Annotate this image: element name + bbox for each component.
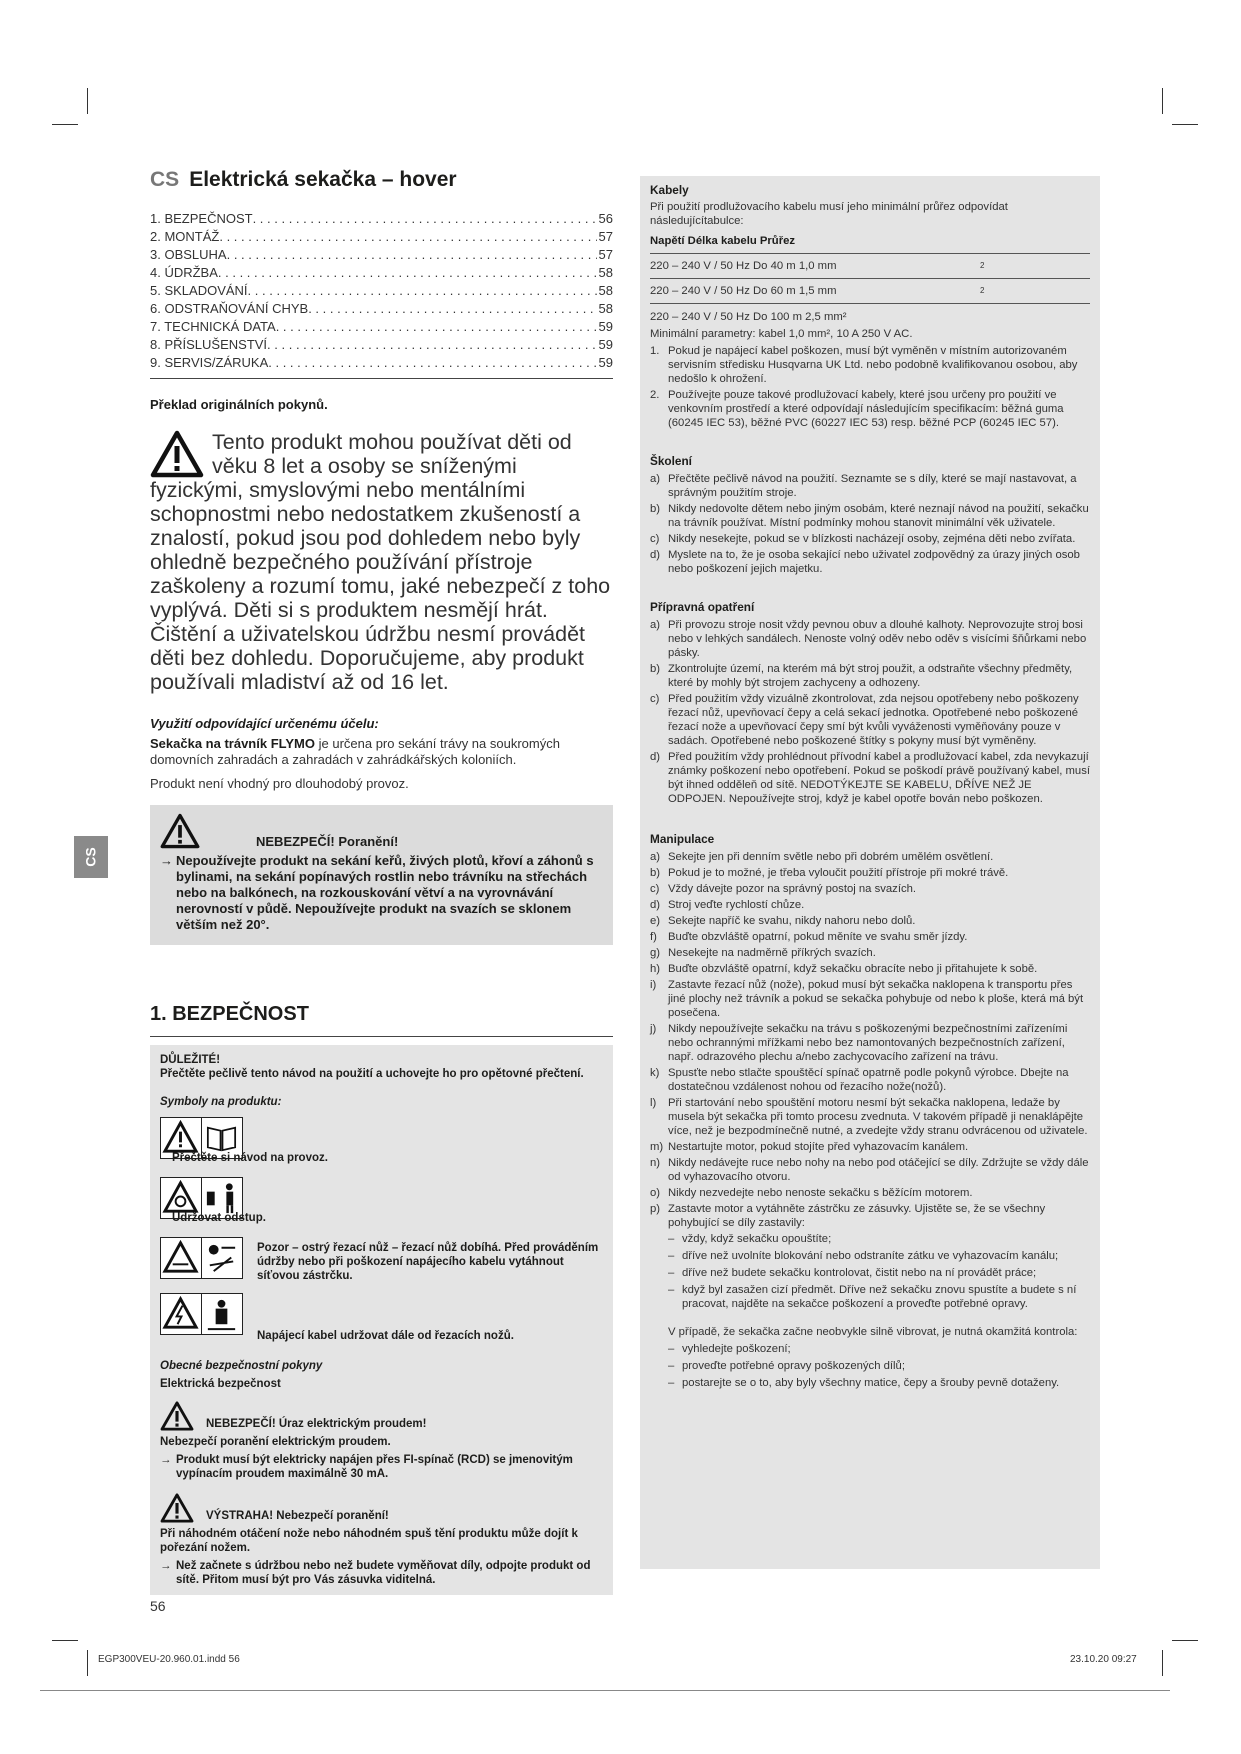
language-side-tab [74, 836, 108, 878]
list-key: i) [650, 979, 657, 991]
cables-heading: Kabely [650, 183, 689, 197]
electric-warning-icon [160, 1293, 202, 1335]
handling-heading: Manipulace [650, 832, 715, 846]
toc-item[interactable] [150, 264, 613, 282]
list-text: Sekejte jen při denním světle nebo při dobrém umělém osvětlení. [668, 851, 994, 863]
translation-note: Překlad originálních pokynů. [150, 397, 328, 412]
list-key: f) [650, 931, 657, 943]
list-item [650, 1202, 1090, 1230]
list-item [650, 882, 1090, 896]
toc-leader [253, 210, 597, 228]
list-key: l) [650, 1097, 657, 1109]
toc-item[interactable] [150, 282, 613, 300]
toc-label: 8. PŘÍSLUŠENSTVÍ [150, 337, 268, 352]
list-item [650, 978, 1090, 1020]
warning-triangle-icon [160, 813, 200, 849]
crop-mark [1162, 88, 1163, 114]
list-text: Pokud je napájecí kabel poškozen, musí být vyměněn v místním autorizovaném servisním středisku Husqvarna UK Ltd. nebo podobně kvalifikovanou osobou, aby nedošlo k ohrožení. [668, 345, 1078, 385]
list-text: Sekejte napříč ke svahu, nikdy nahoru nebo dolů. [668, 915, 916, 927]
toc-item[interactable] [150, 300, 613, 318]
crop-mark [52, 1640, 78, 1641]
table-row [650, 254, 1090, 279]
crop-mark [87, 88, 88, 114]
symbol-row [160, 1117, 603, 1173]
list-text: Před použitím vždy prohlédnout přívodní kabel a prodlužovací kabel, zda nevykazují známky poškození nebo opotřebení. Pokud se poškodí právě používaný kabel, musí být ihned odděleň od sítě. NEDOTÝKEJTE SE KABELU, DŘÍVE NEŽ JE ODPOJEN. Nepoužívejte stroj, když je kabel opotře bován nebo poškozen. [668, 751, 1091, 805]
toc-page: 58 [598, 265, 613, 280]
list-text: Při startování nebo spouštění motoru nesmí být sekačka naklopena, ledaže by musela být sekačka při tomto procesu zvednuta. V takovém případě ji nenaklápějte více, než je bezpodmínečně nutné, a zvedejte vždy stranu odvrácenou od uživatele. [668, 1097, 1088, 1137]
list-text: Nikdy nepoužívejte sekačku na trávu s poškozenými bezpečnostními zařízeními nebo ochrannými mřížkami nebo bez namontovaných bezpečnostních zařízení, např. odrazového plechu a/nebo zachycovacího zařízení na trávu. [668, 1023, 1068, 1063]
table-cell: 220 – 240 V / 50 Hz Do 60 m 1,5 mm [650, 285, 837, 297]
list-text: Nikdy nesekejte, pokud se v blízkosti nacházejí osoby, zejména děti nebo zvířata. [668, 533, 1076, 545]
injury-warning [160, 1493, 603, 1523]
crop-mark [1172, 124, 1198, 125]
list-item [650, 1140, 1090, 1154]
side-tab-label: CS [82, 847, 99, 867]
warning-triangle-icon [160, 1401, 194, 1431]
shock-subtitle: Nebezpečí poranění elektrickým proudem. [160, 1436, 391, 1448]
toc-page: 58 [598, 283, 613, 298]
danger-title: NEBEZPEČÍ! Poranění! [256, 834, 399, 849]
list-key: b) [650, 663, 661, 675]
intended-use-body: je určena pro sekání trávy na soukromých domovních zahradách a zahradách v zahrádkářských koloniích. [150, 736, 560, 767]
symbol-text: Přečtěte si návod na provoz. [172, 1152, 328, 1164]
footer-filename: EGP300VEU-20.960.01.indd 56 [98, 1654, 240, 1665]
toc-item[interactable] [150, 336, 613, 354]
list-item [650, 866, 1090, 880]
symbol-row [160, 1293, 603, 1345]
list-text: Nesekejte na nadměrně příkrých svazích. [668, 947, 876, 959]
cable-table-header: Napětí Délka kabelu Průřez [650, 234, 1090, 254]
list-key: – [668, 1267, 675, 1279]
list-text: vyhledejte poškození; [682, 1343, 791, 1355]
list-text: když byl zasažen cizí předmět. Dříve než sekačku znovu spustíte a budete s ní pracovat, najděte na sekačce poškození a proveďte potřebné opravy. [682, 1284, 1077, 1310]
right-column [640, 176, 1100, 1569]
left-column [150, 168, 613, 1595]
symbols-heading: Symboly na produktu: [160, 1096, 282, 1108]
crop-mark [87, 1650, 88, 1676]
child-warning-text: Tento produkt mohou používat děti od věku 8 let a osoby se sníženými fyzickými, smyslovými nebo mentálními schopnostmi nebo nedostatkem zkušeností a znalostí, pokud jsou pod dohledem nebo byly ohledně bezpečného používání přístroje zaškoleny a rozumí tomu, jaké nebezpečí z toho vyplývá. Děti si s produktem nesmějí hrát. Čištění a uživatelskou údržbu nesmí provádět děti bez dohledu. Doporučujeme, aby produkt používali mladiství až od 16 let. [150, 430, 611, 694]
cable-table [650, 254, 1090, 304]
toc-item[interactable] [150, 228, 613, 246]
toc-item[interactable] [150, 210, 613, 228]
list-item [650, 898, 1090, 912]
child-warning [150, 430, 613, 694]
list-key: a) [650, 619, 661, 631]
danger-text: Nepoužívejte produkt na sekání keřů, živých plotů, křoví a záhonů s bylinami, na sekání popínavých rostlin nebo trávníku na střechách nebo na balkónech, na rozkouskování větví a na vyrovnávání nerovností v půdě. Nepoužívejte produkt na svazích se sklonem větším než 20°. [176, 853, 594, 932]
handling-list [650, 850, 1090, 1390]
list-subitem [668, 1249, 1090, 1263]
list-text: Nikdy nedovolte dětem nebo jiným osobám, které neznají návod na použití, sekačku na trávník používat. Místní podmínky mohou stanovit minimální věk uživatele. [668, 503, 1089, 529]
symbol-row [160, 1177, 603, 1233]
list-text: Stroj veďte rychlostí chůze. [668, 899, 805, 911]
list-text: Před použitím vždy vizuálně zkontrolovat, zda nejsou opotřebeny nebo poškozeny řezací nůž, upevňovací čepy a celá sekací jednotka. Opotřebené nebo poškozené řezací nože a upevňovací čepy smí být kvůli vyváženosti vyměňovány pouze v sadách. Opotřebené nebo poškozené štítky s pokyny musí být vyměněny. [668, 693, 1079, 747]
list-text: Při provozu stroje nosit vždy pevnou obuv a dlouhé kalhoty. Neprovozujte stroj bosi nebo v lehkých sandálech. Nenoste volný oděv nebo oděv s visícími šňůrkami nebo pásky. [668, 619, 1087, 659]
list-text: Zastavte motor a vytáhněte zástrčku ze zásuvky. Ujistěte se, že se všechny pohybující se díly zastavily: [668, 1203, 1046, 1229]
list-item [650, 914, 1090, 928]
list-text: Nikdy nedávejte ruce nebo nohy na nebo pod otáčející se díly. Zdržujte se vždy dále od vyhazovacího otvoru. [668, 1157, 1089, 1183]
toc-label: 9. SERVIS/ZÁRUKA [150, 355, 269, 370]
list-item [650, 388, 1090, 430]
arrow-icon: → [160, 853, 173, 868]
intended-use-note: Produkt není vhodný pro dlouhodobý provoz. [150, 776, 409, 791]
list-text: Myslete na to, že je osoba sekající nebo uživatel zodpovědný za úrazy jiných osob nebo poškození jejich majetku. [668, 549, 1080, 575]
toc-page: 59 [598, 337, 613, 352]
symbol-text: Napájecí kabel udržovat dále od řezacích nožů. [257, 1330, 514, 1342]
list-item [650, 548, 1090, 576]
list-key: – [668, 1250, 675, 1262]
toc-page: 59 [598, 355, 613, 370]
list-key: c) [650, 883, 660, 895]
list-item [650, 618, 1090, 660]
preparation-list [650, 618, 1090, 806]
list-key: j) [650, 1023, 657, 1035]
list-item [650, 962, 1090, 976]
product-name: Sekačka na trávník FLYMO [150, 736, 315, 751]
list-text: postarejte se o to, aby byly všechny matice, čepy a šrouby pevně dotaženy. [682, 1377, 1060, 1389]
list-key: d) [650, 751, 661, 763]
toc-item[interactable] [150, 354, 613, 372]
list-item [650, 344, 1090, 386]
toc-label: 5. SKLADOVÁNÍ [150, 283, 248, 298]
toc-leader [268, 354, 596, 372]
list-text: Přečtěte pečlivě návod na použití. Seznamte se s díly, které se mají nastavovat, a správným použitím stroje. [668, 473, 1077, 499]
electric-safety-heading: Elektrická bezpečnost [160, 1378, 281, 1390]
list-key: 2. [650, 389, 660, 401]
list-subitem [668, 1376, 1090, 1390]
warning-symbol-icon [160, 1237, 202, 1279]
list-text: proveďte potřebné opravy poškozených dílů; [682, 1360, 905, 1372]
shock-title: NEBEZPEČÍ! Úraz elektrickým proudem! [206, 1418, 427, 1430]
list-item [650, 692, 1090, 748]
training-heading: Školení [650, 454, 692, 468]
toc-label: 4. ÚDRŽBA [150, 265, 218, 280]
list-text: dříve než budete sekačku kontrolovat, čistit nebo na ní provádět práce; [682, 1267, 1037, 1279]
list-item [650, 930, 1090, 944]
symbol-text: Udržovat odstup. [172, 1212, 266, 1224]
toc-page: 58 [598, 301, 613, 316]
symbol-text: Pozor – ostrý řezací nůž – řezací nůž dobíhá. Před prováděním údržby nebo při poškození napájecího kabelu vytáhnout síťovou zástrčku. [257, 1242, 599, 1282]
list-item [650, 502, 1090, 530]
list-item [650, 1022, 1090, 1064]
list-key: d) [650, 899, 661, 911]
list-subitem [668, 1266, 1090, 1280]
toc-page: 57 [598, 229, 613, 244]
shock-warning [160, 1401, 603, 1431]
list-text: Spusťte nebo stlačte spouštěcí spínač opatrně podle pokynů výrobce. Dbejte na dostatečnou vzdálenost nohou od řezacího nože(nožů). [668, 1067, 1069, 1093]
list-text: Buďte obzvláště opatrní, pokud měníte ve svahu směr jízdy. [668, 931, 968, 943]
language-code: CS [150, 168, 180, 191]
footer-rule [40, 1690, 1170, 1691]
training-list [650, 472, 1090, 576]
toc-label: 6. ODSTRAŇOVÁNÍ CHYB [150, 301, 309, 316]
list-key: n) [650, 1157, 661, 1169]
list-item [650, 1156, 1090, 1184]
arrow-icon: → [160, 1454, 172, 1466]
list-key: a) [650, 851, 661, 863]
list-item [650, 662, 1090, 690]
toc-label: 2. MONTÁŽ [150, 229, 220, 244]
list-text: vždy, když sekačku opouštíte; [682, 1233, 832, 1245]
list-key: – [668, 1284, 675, 1296]
toc-leader [248, 282, 597, 300]
cables-intro: Při použití prodlužovacího kabelu musí jeho minimální průřez odpovídat následujícítabulce: [650, 201, 1008, 227]
list-key: h) [650, 963, 661, 975]
table-cell-sup: 2 [980, 286, 985, 295]
warning-triangle-icon [160, 1493, 194, 1523]
list-key: o) [650, 1187, 661, 1199]
table-cell: 220 – 240 V / 50 Hz Do 40 m 1,0 mm [650, 260, 837, 272]
preparation-heading: Přípravná opatření [650, 600, 755, 614]
list-subitem [668, 1342, 1090, 1356]
crop-mark [52, 124, 78, 125]
list-item [650, 1096, 1090, 1138]
list-text: Zastavte řezací nůž (nože), pokud musí být sekačka naklopena k transportu přes jiné plochy než trávník a pokud se sekačka pohybuje od nebo k ploše, která má být posečena. [668, 979, 1084, 1019]
cable-min-params: Minimální parametry: kabel 1,0 mm², 10 A 250 V AC. [650, 328, 913, 340]
section-rule [150, 1036, 613, 1037]
sharp-blade-icon [201, 1237, 243, 1279]
crop-mark [1172, 1640, 1198, 1641]
important-title: DŮLEŽITÉ! [160, 1054, 221, 1066]
intended-use-text [150, 736, 613, 768]
table-of-contents [150, 210, 613, 372]
table-cell-sup: 2 [980, 261, 985, 270]
arrow-icon: → [160, 1560, 172, 1572]
list-key: – [668, 1343, 675, 1355]
toc-label: 1. BEZPEČNOST [150, 211, 253, 226]
list-key: c) [650, 533, 660, 545]
list-subitem [668, 1359, 1090, 1373]
title-text: Elektrická sekačka – hover [189, 168, 457, 191]
list-text: dříve než uvolníte blokování nebo odstraníte zátku ve vyhazovacím kanálu; [682, 1250, 1059, 1262]
safety-box [150, 1045, 613, 1595]
list-key: m) [650, 1141, 664, 1153]
list-text: Buďte obzvláště opatrní, když sekačku obracíte nebo ji přitahujete k sobě. [668, 963, 1038, 975]
toc-leader [308, 300, 596, 318]
list-text: Nestartujte motor, pokud stojíte před vyhazovacím kanálem. [668, 1141, 969, 1153]
list-subitem [668, 1283, 1090, 1311]
warning-triangle-icon [150, 430, 204, 478]
list-key: k) [650, 1067, 660, 1079]
list-text: Zkontrolujte území, na kterém má být stroj použit, a odstraňte všechny předměty, které by mohly být strojem zachyceny a odhozeny. [668, 663, 1073, 689]
list-text: Používejte pouze takové prodlužovací kabely, které jsou určeny pro použití ve venkovním prostředí a které odpovídají následujícím specifikacím: běžná guma (60245 IEC 53), běžné PVC (60227 IEC 53) resp. běžné PCP (60245 IEC 57). [668, 389, 1064, 429]
list-key: c) [650, 693, 660, 705]
toc-leader [276, 318, 597, 336]
cable-list [650, 344, 1090, 430]
list-key: 1. [650, 345, 660, 357]
list-key: b) [650, 503, 661, 515]
list-text: Vždy dávejte pozor na správný postoj na svazích. [668, 883, 917, 895]
general-safety-heading: Obecné bezpečnostní pokyny [160, 1360, 323, 1372]
shock-item: Produkt musí být elektricky napájen přes FI-spínač (RCD) se jmenovitým vypínacím proudem maximálně 30 mA. [176, 1454, 573, 1480]
important-text: Přečtěte pečlivě tento návod na použití a uchovejte ho pro opětovné přečtení. [160, 1068, 584, 1080]
toc-leader [267, 336, 596, 354]
toc-label: 3. OBSLUHA [150, 247, 227, 262]
toc-leader [218, 264, 597, 282]
toc-leader [227, 246, 597, 264]
symbol-row [160, 1237, 603, 1289]
page-number: 56 [150, 1598, 166, 1614]
list-item [650, 1186, 1090, 1200]
toc-page: 56 [598, 211, 613, 226]
danger-box [150, 805, 613, 945]
toc-page: 59 [598, 319, 613, 334]
list-text: Nikdy nezvedejte nebo nenoste sekačku s běžícím motorem. [668, 1187, 973, 1199]
list-item [650, 946, 1090, 960]
list-item [650, 1066, 1090, 1094]
footer-date: 23.10.20 09:27 [1070, 1654, 1137, 1665]
cable-away-icon [201, 1293, 243, 1335]
crop-mark [1162, 1650, 1163, 1676]
list-key: p) [650, 1203, 661, 1215]
warning-subtitle: Při náhodném otáčení nože nebo náhodném spuš tění produktu může dojít k pořezání nožem. [160, 1528, 578, 1554]
list-item [650, 532, 1090, 546]
list-key: – [668, 1360, 675, 1372]
toc-item[interactable] [150, 246, 613, 264]
list-key: g) [650, 947, 661, 959]
page-title [150, 168, 613, 192]
warning-item: Než začnete s údržbou nebo než budete vyměňovat díly, odpojte produkt od sítě. Přitom musí být pro Vás zásuvka viditelná. [176, 1560, 591, 1586]
intended-use-heading: Využití odpovídající určenému účelu: [150, 716, 379, 731]
toc-label: 7. TECHNICKÁ DATA [150, 319, 276, 334]
warning-title: VÝSTRAHA! Nebezpečí poranění! [206, 1510, 389, 1522]
toc-item[interactable] [150, 318, 613, 336]
list-item [650, 472, 1090, 500]
toc-leader [219, 228, 596, 246]
toc-page: 57 [598, 247, 613, 262]
vibration-text: V případě, že sekačka začne neobvykle silně vibrovat, je nutná okamžitá kontrola: [668, 1326, 1078, 1338]
list-key: – [668, 1233, 675, 1245]
list-item [650, 750, 1090, 806]
section-heading-safety: 1. BEZPEČNOST [150, 1003, 309, 1025]
list-subitem [668, 1232, 1090, 1246]
table-row [650, 279, 1090, 304]
list-key: b) [650, 867, 661, 879]
cable-row-3: 220 – 240 V / 50 Hz Do 100 m 2,5 mm² [650, 311, 847, 323]
list-key: a) [650, 473, 661, 485]
list-item [650, 850, 1090, 864]
toc-rule [150, 378, 613, 379]
list-key: d) [650, 549, 661, 561]
list-key: e) [650, 915, 661, 927]
list-text: Pokud je to možné, je třeba vyloučit použití přístroje při mokré trávě. [668, 867, 1009, 879]
list-key: – [668, 1377, 675, 1389]
